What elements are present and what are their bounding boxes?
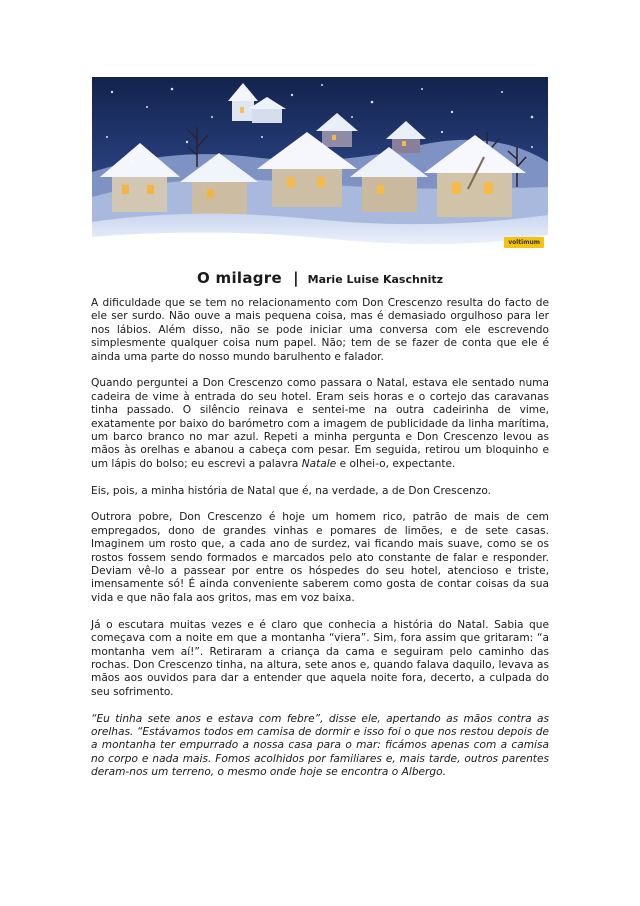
paragraph-text: “Eu tinha sete anos e estava com febre”, disse ele, apertando as mãos contra as orelhas. “Estávamos todos em camisa de dormir e isso foi o que nos restou depois de a montanha ter empurrado a nossa casa para o mar: ficámos apenas com a camisa no corpo e nada mais. Fomos acolhidos por familiares e, mais tarde, outros parentes deram-nos um terreno, o mesmo onde hoje se encontra o Albergo. [91,712,549,779]
paragraph-text: A dificuldade que se tem no relacionamento com Don Crescenzo resulta do facto de ele ser surdo. Não ouve a mais pequena coisa, mas é demasiado orgulhoso para ler nos lábios. Além disso, não se pode iniciar uma conversa com ele escrevendo simplesmente qualquer coisa num papel. Não; tem de se fazer de conta que ele é ainda uma parte do nosso mundo barulhento e falador. [91,297,549,363]
paragraph [91,377,549,471]
paragraph-text: Já o escutara muitas vezes e é claro que conhecia a história do Natal. Sabia que começava com a noite em que a montanha “viera”. Sim, fora assim que gritaram: “a montanha vem aí!”. Retiraram a criança da cama e seguiram pelo caminho das rochas. Don Crescenzo tinha, na altura, sete anos e, quando falava daquilo, levava as mãos aos ouvidos para dar a entender que aquela noite fora, decerto, a culpada do seu sofrimento. [91,618,549,698]
article-body [91,297,549,793]
paragraph [91,511,549,605]
header-illustration [92,77,548,252]
title-separator: | [293,269,299,287]
emphasized-word: Natale [301,457,337,470]
article-author: Marie Luise Kaschnitz [307,273,444,286]
article-title: O milagre [196,269,282,287]
paragraph-text: e olhei-o, expectante. [336,457,456,470]
article-heading [0,268,640,287]
paragraph-text: Outrora pobre, Don Crescenzo é hoje um homem rico, patrão de mais de cem empregados, dono de grandes vinhas e pomares de limões, e de sete casas. Imaginem um rosto que, a cada ano de surdez, vai ficando mais suave, como se os rostos fossem sendo formados e marcados pelo ato constante de falar e responder. Deviam vê-lo a passear por entre os hóspedes do seu hotel, atencioso e triste, imensamente só! É ainda conveniente saberem como gosta de contar coisas da sua vida e que não fala aos gritos, mas em voz baixa. [91,511,549,604]
quoted-paragraph [91,713,549,780]
paragraph [91,485,549,498]
brand-badge: voltimum [504,237,544,248]
paragraph-text: Eis, pois, a minha história de Natal que é, na verdade, a de Don Crescenzo. [91,484,491,497]
paragraph [91,297,549,364]
paragraph [91,619,549,699]
paragraph-text: Quando perguntei a Don Crescenzo como passara o Natal, estava ele sentado numa cadeira de vime à entrada do seu hotel. Eram seis horas e o cortejo das caravanas tinha passado. O silêncio reinava e sentei-me na outra cadeirinha de vime, exatamente por baixo do barómetro com a imagem de publicidade da linha marítima, um barco branco no mar azul. Repeti a minha pergunta e Don Crescenzo levou as mãos às orelhas e abanou a cabeça com pesar. Em seguida, retirou um bloquinho e um lápis do bolso; eu escrevi a palavra [91,377,549,470]
snowy-village-picture [92,77,548,252]
